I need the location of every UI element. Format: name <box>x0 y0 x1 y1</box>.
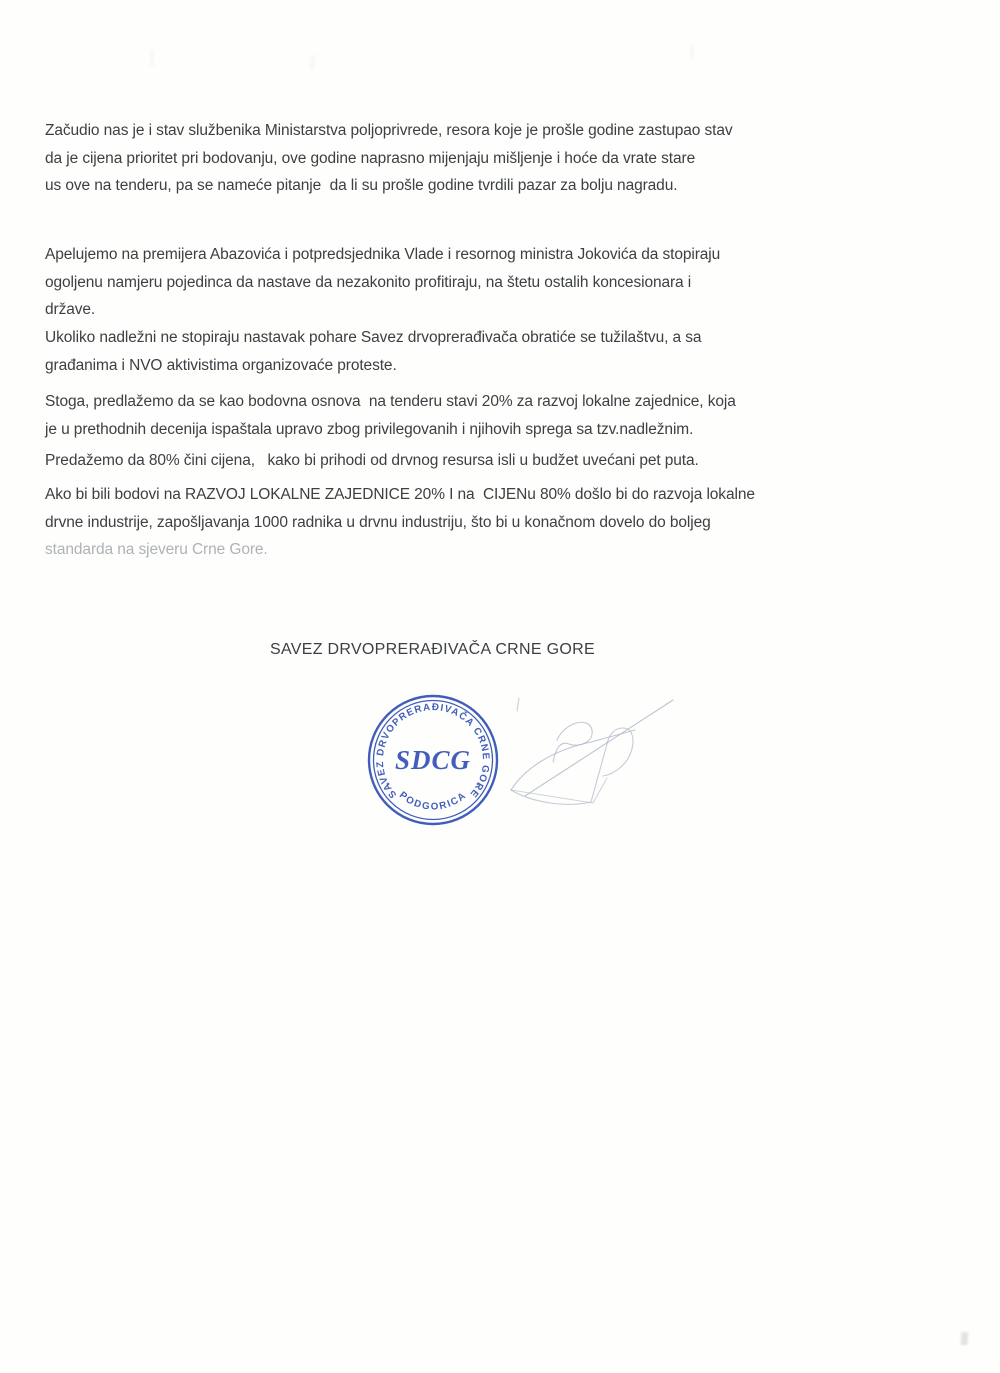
scan-artifact <box>310 55 315 69</box>
scan-artifact <box>150 50 154 66</box>
paragraph-line: Začudio nas je i stav službenika Ministarstva poljoprivrede, resora koje je prošle godine zastupao stav <box>45 122 733 139</box>
stamp-city-label: PODGORICA <box>396 789 470 813</box>
signature <box>495 678 705 828</box>
paragraph-3 <box>45 324 825 379</box>
scan-artifact <box>690 45 694 60</box>
paragraph-line-faded: standarda na sjeveru Crne Gore. <box>45 541 268 558</box>
paragraph-line: drvne industrije, zapošljavanja 1000 radnika u drvnu industriju, što bi u konačnom dovelo do boljeg <box>45 513 711 531</box>
org-stamp-icon <box>350 680 516 840</box>
paragraph-line: Stoga, predlažemo da se kao bodovna osnova na tenderu stavi 20% za razvoj lokalne zajednice, koja <box>45 393 736 410</box>
paragraph-2 <box>45 241 825 324</box>
paragraph-1 <box>45 117 825 200</box>
paragraph-6 <box>45 481 825 564</box>
paragraph-line: us ove na tenderu, pa se nameće pitanje da li su prošle godine tvrdili pazar za bolju nagradu. <box>45 177 678 194</box>
paragraph-line: Ako bi bili bodovi na RAZVOJ LOKALNE ZAJEDNICE 20% I na CIJENu 80% došlo bi do razvoja lokalne <box>45 486 755 503</box>
paragraph-line: da je cijena prioritet pri bodovanju, ove godine naprasno mijenjaju mišljenje i hoće da vrate stare <box>45 149 696 167</box>
paragraph-line: Predažemo da 80% čini cijena, kako bi prihodi od drvnog resursa isli u budžet uvećani pet puta. <box>45 452 699 469</box>
paragraph-line: Apelujemo na premijera Abazovića i potpredsjednika Vlade i resornog ministra Jokovića da stopiraju <box>45 246 721 263</box>
paragraph-line: države. <box>45 301 96 318</box>
stamp-center-label: SDCG <box>394 745 472 775</box>
paragraph-line: građanima i NVO aktivistima organizovaće proteste. <box>45 356 397 374</box>
paragraph-5 <box>45 447 825 475</box>
scan-artifact <box>961 1332 969 1345</box>
paragraph-4 <box>45 388 825 443</box>
paragraph-line: Ukoliko nadležni ne stopiraju nastavak pohare Savez drvoprerađivača obratiće se tužilaštvu, a sa <box>45 329 702 346</box>
stamp-ring-label: SAVEZ DRVOPRERAĐIVAČA CRNE GORE <box>374 701 492 800</box>
paragraph-line: je u prethodnih decenija ispaštala upravo zbog privilegovanih i njihovih sprega sa tzv.nadležnim. <box>45 420 694 438</box>
organization-name: SAVEZ DRVOPRERAĐIVAČA CRNE GORE <box>270 641 595 658</box>
paragraph-line: ogoljenu namjeru pojedinca da nastave da nezakonito profitiraju, na štetu ostalih koncesionara i <box>45 273 692 291</box>
